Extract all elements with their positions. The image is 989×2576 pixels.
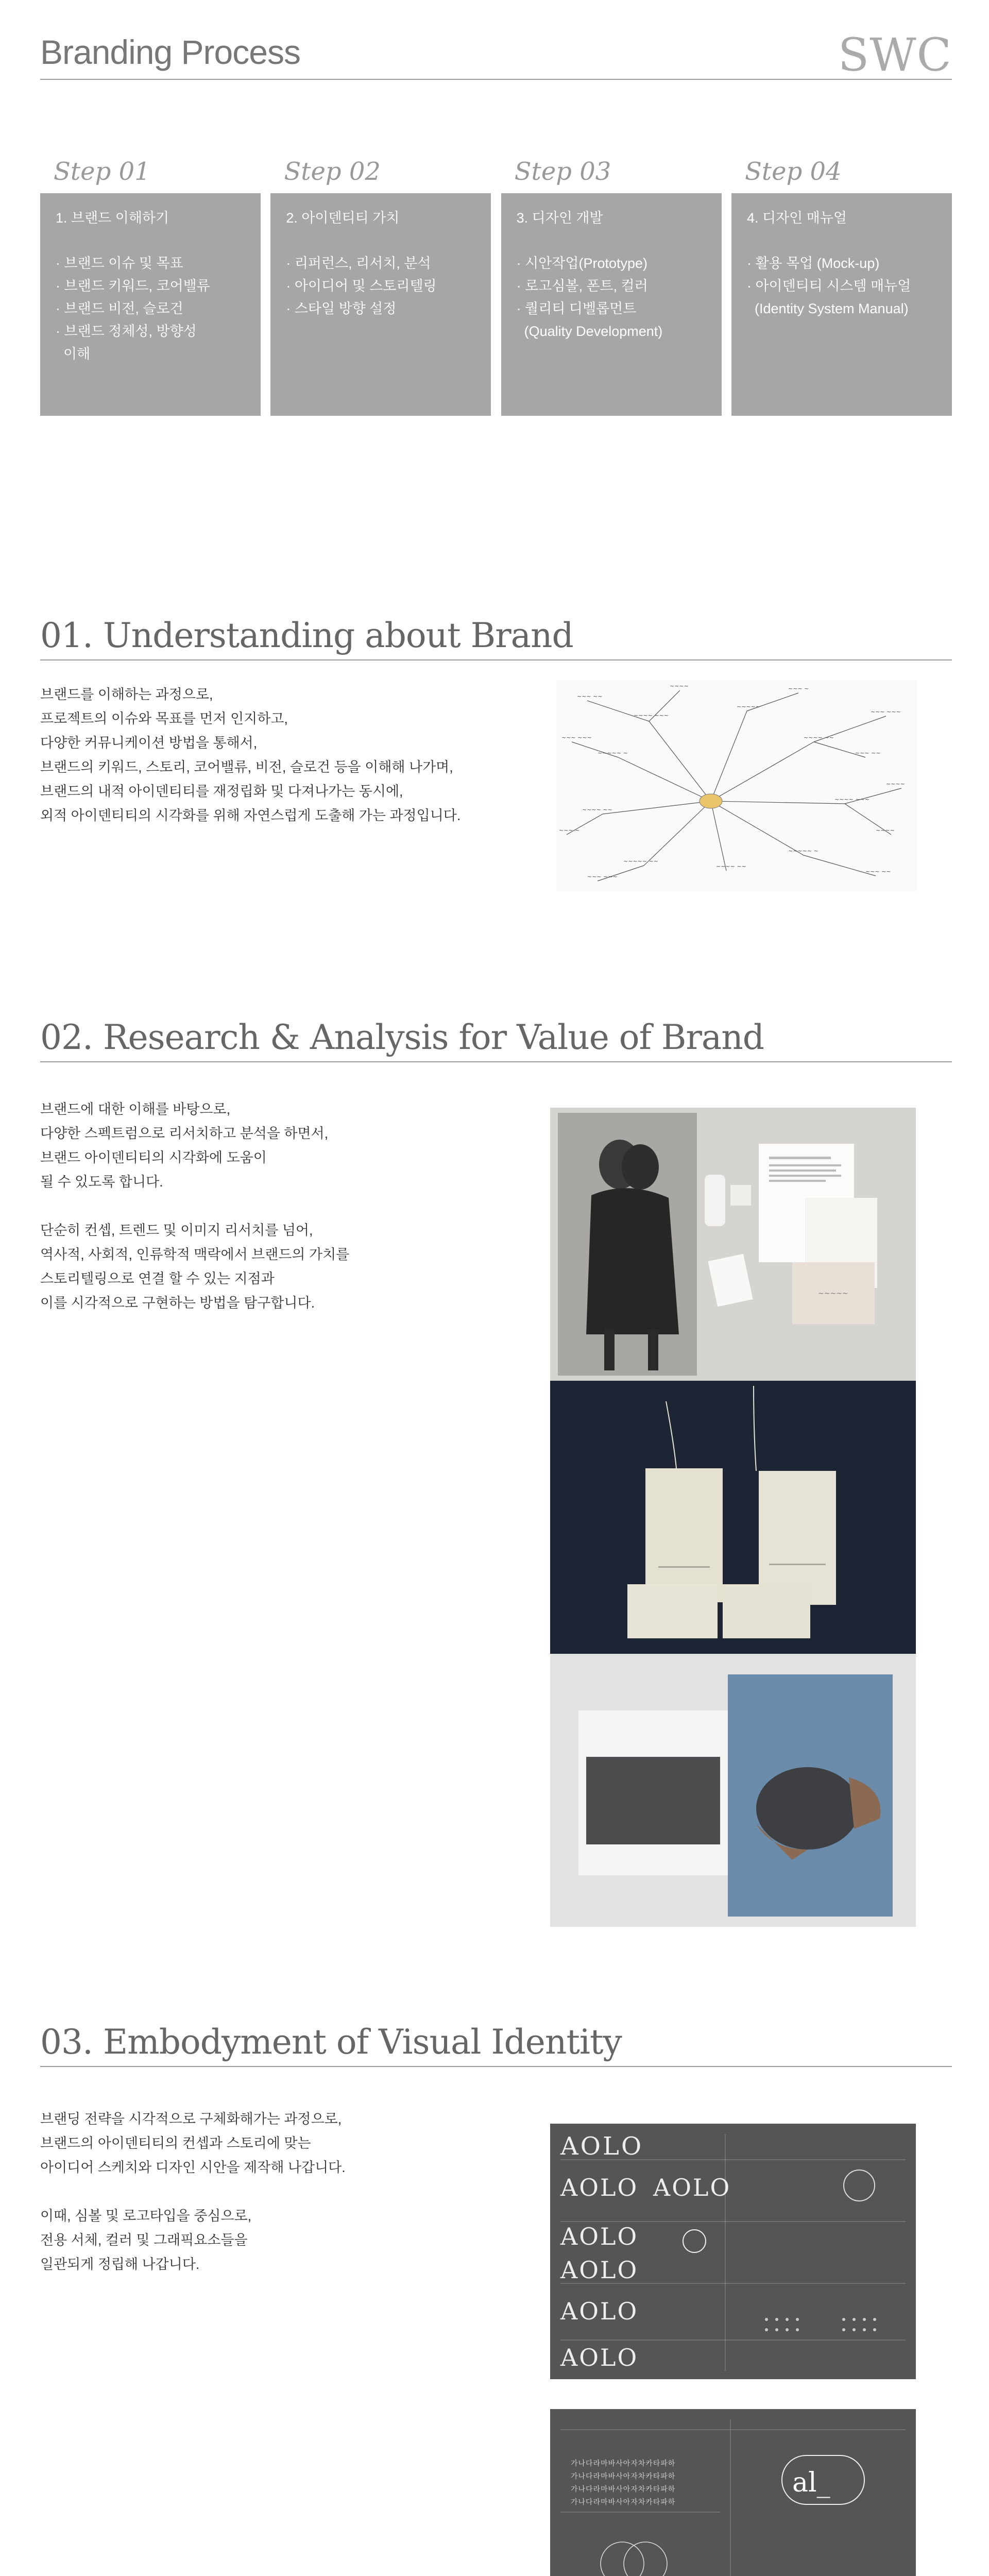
step-item: · 브랜드 정체성, 방향성: [56, 324, 197, 339]
svg-text:AOLO: AOLO: [653, 2174, 731, 2201]
section-01-text: [40, 683, 504, 852]
step-title: 1. 브랜드 이해하기: [56, 210, 169, 226]
step-item: · 아이디어 및 스토리텔링: [286, 278, 437, 294]
svg-text:~~~~: ~~~~: [886, 781, 905, 787]
step-04: [731, 157, 952, 416]
step-01: [40, 157, 261, 416]
svg-text:~~~~ ~~: ~~~~ ~~: [716, 863, 746, 870]
step-label: Step 01: [54, 157, 150, 186]
symbol-logo: al_: [792, 2467, 830, 2498]
step-item: · 브랜드 키워드, 코어밸류: [56, 278, 210, 294]
step-03: [501, 157, 722, 416]
step-title: 4. 디자인 매뉴얼: [746, 210, 847, 226]
step-label: Step 04: [744, 157, 842, 186]
page-title: Branding Process: [40, 33, 300, 71]
step-box: [501, 193, 722, 416]
svg-text:가나다라마바사아자차카타파하: 가나다라마바사아자차카타파하: [571, 2485, 676, 2494]
step-box: [270, 193, 491, 416]
svg-text:가나다라마바사아자차카타파하: 가나다라마바사아자차카타파하: [571, 2460, 676, 2468]
identity-system-panel: [550, 2409, 916, 2576]
mindmap-sketch-image: [556, 680, 917, 891]
step-item: (Quality Development): [516, 324, 663, 339]
step-item: · 리퍼런스, 리서치, 분석: [286, 256, 431, 271]
svg-text:AOLO: AOLO: [560, 2174, 639, 2201]
step-02: [270, 157, 491, 416]
svg-text:~~~~ ~~~: ~~~~ ~~~: [634, 712, 669, 719]
logotype-study-panel: [550, 2124, 916, 2379]
svg-text:~~~ ~~~: ~~~ ~~~: [871, 708, 901, 715]
step-label: Step 03: [514, 157, 611, 186]
logotype-sample: AOLO: [560, 2132, 644, 2161]
paragraph: 단순히 컨셉, 트렌드 및 이미지 리서치를 넘어, 역사적, 사회적, 인류학적 맥락에서 브랜드의 가치를 스토리텔링으로 연결 할 수 있는 지점과 이를 시각적으로 구현하는 방법을 탐구합니다.: [40, 1223, 350, 1311]
step-box: [40, 193, 261, 416]
tag-mockup-image: [550, 1381, 916, 1654]
svg-text:AOLO: AOLO: [560, 2297, 639, 2325]
section-03-text: [40, 2107, 504, 2301]
section-02-title: 02. Research & Analysis for Value of Brand: [40, 1018, 952, 1062]
svg-text:~~~~~: ~~~~~: [737, 703, 761, 710]
svg-text:~~~~~ ~~: ~~~~~ ~~: [623, 858, 659, 865]
step-item: · 활용 목업 (Mock-up): [746, 256, 880, 271]
svg-text:~~~ ~~~: ~~~ ~~~: [587, 873, 618, 880]
step-title: 2. 아이덴티티 가치: [286, 210, 400, 226]
svg-text:가나다라마바사아자차카타파하: 가나다라마바사아자차카타파하: [571, 2498, 676, 2506]
svg-text:AOLO: AOLO: [560, 2223, 639, 2250]
step-item: · 아이덴티티 시스템 매뉴얼: [746, 278, 911, 294]
step-item: · 브랜드 이슈 및 목표: [56, 256, 183, 271]
svg-text:~~~ ~~~: ~~~ ~~~: [561, 734, 592, 741]
section-01-title: 01. Understanding about Brand: [40, 616, 952, 660]
research-moodboard-image: [550, 1108, 916, 1381]
svg-text:~~~~~ ~: ~~~~~ ~: [598, 750, 628, 756]
svg-text:~~~ ~~: ~~~ ~~: [855, 750, 881, 756]
svg-text:~~~~ ~~: ~~~~ ~~: [804, 734, 834, 741]
svg-text:~~~~: ~~~~: [876, 827, 895, 834]
svg-text:~~~~: ~~~~: [670, 683, 689, 689]
step-box: [731, 193, 952, 416]
svg-text:~~~ ~~: ~~~ ~~: [577, 693, 603, 700]
section-03-title: 03. Embodyment of Visual Identity: [40, 2022, 952, 2067]
step-title: 3. 디자인 개발: [516, 210, 603, 226]
svg-text:~~~ ~~: ~~~ ~~: [865, 868, 891, 875]
step-item: · 퀄리티 디벨롭먼트: [516, 301, 637, 316]
step-item: (Identity System Manual): [746, 301, 909, 316]
page-header: [40, 28, 952, 80]
editorial-book-image: [550, 1654, 916, 1927]
svg-text:AOLO: AOLO: [560, 2256, 639, 2284]
step-item: · 스타일 방향 설정: [286, 301, 397, 316]
brand-logo: SWC: [838, 28, 952, 81]
svg-text:~~~~~ ~: ~~~~~ ~: [788, 848, 819, 854]
svg-text:~~~ ~: ~~~ ~: [559, 827, 580, 834]
step-label: Step 02: [284, 157, 381, 186]
process-steps: [40, 157, 952, 416]
step-item: 이해: [56, 346, 91, 362]
step-item: · 브랜드 비전, 슬로건: [56, 301, 183, 316]
svg-text:가나다라마바사아자차카타파하: 가나다라마바사아자차카타파하: [571, 2472, 676, 2481]
svg-text:AOLO: AOLO: [560, 2344, 639, 2371]
svg-text:~~~~ ~~: ~~~~ ~~: [582, 806, 612, 813]
section-02-text: [40, 1097, 504, 1340]
paragraph: 브랜드에 대한 이해를 바탕으로, 다양한 스펙트럼으로 리서치하고 분석을 하면서, 브랜드 아이덴티티의 시각화에 도움이 될 수 있도록 합니다.: [40, 1101, 329, 1190]
svg-text:~~~ ~: ~~~ ~: [788, 685, 809, 692]
step-item: · 로고심볼, 폰트, 컬러: [516, 278, 648, 294]
svg-text:~~~~~: ~~~~~: [818, 1290, 848, 1298]
paragraph: 이때, 심볼 및 로고타입을 중심으로, 전용 서체, 컬러 및 그래픽요소들을 일관되게 정립해 나갑니다.: [40, 2208, 252, 2272]
paragraph: 브랜드를 이해하는 과정으로, 프로젝트의 이슈와 목표를 먼저 인지하고, 다양한 커뮤니케이션 방법을 통해서, 브랜드의 키워드, 스토리, 코어밸류, 비전, 슬로건 등을 이해해 나가며, 브랜드의 내적 아이덴티티를 재정립화 및 다져나가는 동시에, 외적 아이덴티티의 시각화를 위해 자연스럽게 도출해 가는 과정입니다.: [40, 687, 461, 823]
paragraph: 브랜딩 전략을 시각적으로 구체화해가는 과정으로, 브랜드의 아이덴티티의 컨셉과 스토리에 맞는 아이디어 스케치와 디자인 시안을 제작해 나갑니다.: [40, 2111, 346, 2175]
svg-text:~~~~ ~~~: ~~~~ ~~~: [834, 796, 870, 803]
step-item: · 시안작업(Prototype): [516, 256, 648, 271]
